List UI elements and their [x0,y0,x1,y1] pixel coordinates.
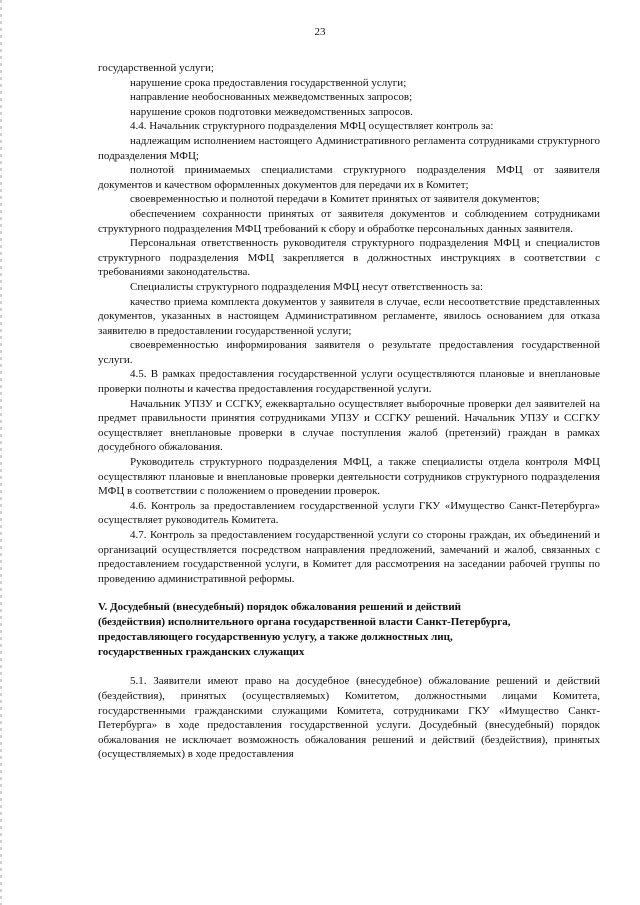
paragraph: 4.5. В рамках предоставления государственной услуги осуществляются плановые и внеплановые проверки полноты и качества предоставления государственной услуги. [98,368,600,396]
paragraph: нарушение срока предоставления государственной услуги; [130,76,407,89]
paragraph: 4.7. Контроль за предоставлением государственной услуги со стороны граждан, их объединений и организаций осуществляется посредством направления предложений, замечаний и жалоб, связанных с предоставлением государственной услуги, в Комитет для рассмотрения на заседании рабочей группы по проведению административной реформы. [98,529,600,585]
section-heading-line: (бездействия) исполнительного органа государственной власти Санкт-Петербурга, [98,616,511,629]
section-heading-line: предоставляющего государственную услугу, а также должностных лиц, [98,631,453,644]
paragraph: Специалисты структурного подразделения МФЦ несут ответственность за: [130,280,484,293]
section-heading-line: государственных гражданских служащих [98,646,305,659]
scan-left-edge [0,0,2,905]
paragraph: нарушение сроков подготовки межведомственных запросов. [130,105,413,118]
section-heading-line: V. Досудебный (внесудебный) порядок обжалования решений и действий [98,601,462,614]
paragraph: своевременностью информирования заявителя о результате предоставления государственной услуги. [98,339,600,366]
paragraph: 5.1. Заявители имеют право на досудебное (внесудебное) обжалование решений и действий (бездействия), принятых (осуществляемых) Комитетом, должностными лицами Комитета, государственными гражданскими служащими Комитета, сотрудниками ГКУ «Имущество Санкт-Петербурга» в ходе предоставления государственной услуги. Досудебный (внесудебный) порядок обжалования не исключает возможность обжалования решений и действий (бездействия), принятых (осуществляемых) в ходе предоставления [98,675,600,761]
paragraph: Персональная ответственность руководителя структурного подразделения МФЦ и специалистов структурного подразделения МФЦ закрепляется в должностных инструкциях в соответствии с требованиями законодательства. [98,237,600,279]
paragraph: государственной услуги; [98,62,214,74]
document-body [98,61,600,762]
paragraph: качество приема комплекта документов у заявителя в случае, если несоответствие представленных документов, указанных в настоящем Административном регламенте, явилось основанием для отказа заявителю в предоставлении государственной услуги; [98,295,600,337]
section-v-heading [98,600,600,660]
paragraph: обеспечением сохранности принятых от заявителя документов и соблюдением сотрудниками структурного подразделения МФЦ требований к сбору и обработке персональных данных заявителя. [98,207,600,235]
paragraph-group-section-5 [98,674,600,762]
paragraph: надлежащим исполнением настоящего Административного регламента сотрудниками структурного подразделения МФЦ; [98,134,600,162]
paragraph: 4.4. Начальник структурного подразделения МФЦ осуществляет контроль за: [130,120,494,133]
paragraph: полнотой принимаемых специалистами структурного подразделения МФЦ от заявителя документов и качеством оформленных документов для передачи их в Комитет; [98,164,600,191]
paragraph: Начальник УПЗУ и ССГКУ, ежеквартально осуществляет выборочные проверки дел заявителей на предмет правильности принятия сотрудниками УПЗУ и ССГКУ решений. Начальник УПЗУ и ССГКУ осуществляет внеплановые проверки в случае поступления жалоб (претензий) граждан в рамках досудебного обжалования. [98,397,600,454]
paragraph-group-section-4 [98,61,600,586]
paragraph: Руководитель структурного подразделения МФЦ, а также специалисты отдела контроля МФЦ осуществляют плановые и внеплановые проверки деятельности сотрудников структурного подразделения МФЦ в соответствии с положением о проведении проверок. [98,456,600,498]
page-number: 23 [314,26,326,38]
paragraph: 4.6. Контроль за предоставлением государственной услуги ГКУ «Имущество Санкт-Петербурга» осуществляет руководитель Комитета. [98,499,600,527]
paragraph: направление необоснованных межведомственных запросов; [130,91,413,104]
paragraph: своевременностью и полнотой передачи в Комитет принятых от заявителя документов; [130,193,540,206]
